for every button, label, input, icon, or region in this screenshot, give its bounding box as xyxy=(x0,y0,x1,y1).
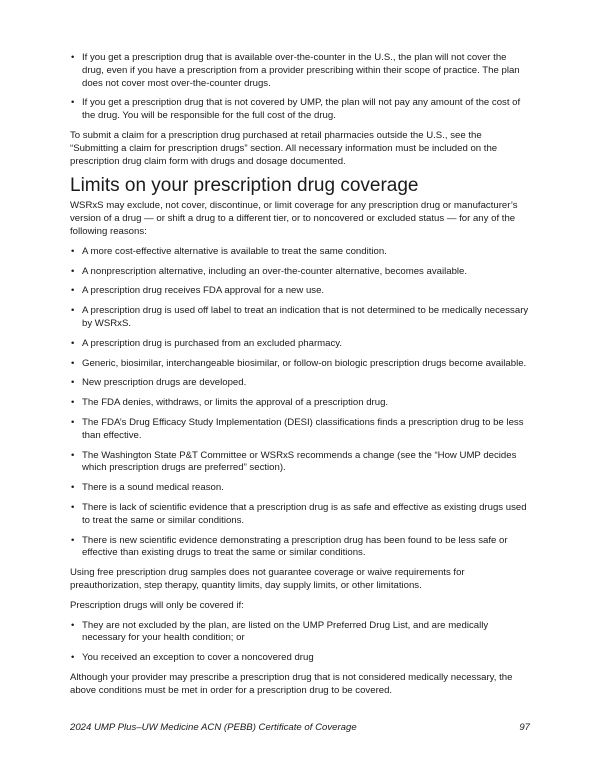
page-number: 97 xyxy=(519,722,530,733)
list-item: • The Washington State P&T Committee or WSRxS recommends a change (see the “How UMP decides which prescription drugs are preferred” section). xyxy=(70,450,530,476)
list-item: • The FDA denies, withdraws, or limits the approval of a prescription drug. xyxy=(70,397,530,410)
list-item: • Generic, biosimilar, interchangeable biosimilar, or follow-on biologic prescription drugs become available. xyxy=(70,358,530,371)
list-item: • A more cost-effective alternative is available to treat the same condition. xyxy=(70,246,530,259)
reasons-list xyxy=(70,246,530,560)
covered-if-paragraph: Prescription drugs will only be covered if: xyxy=(70,599,244,611)
list-item: • A prescription drug receives FDA approval for a new use. xyxy=(70,285,530,298)
samples-paragraph: Using free prescription drug samples does not guarantee coverage or waive requirements for preauthorization, step therapy, quantity limits, day supply limits, or other limitations. xyxy=(70,567,465,591)
document-body xyxy=(70,52,530,704)
covered-conditions-list xyxy=(70,620,530,665)
list-item: • A prescription drug is purchased from an excluded pharmacy. xyxy=(70,338,530,351)
list-item: • A prescription drug is used off label to treat an indication that is not determined to be medically necessary by WSRxS. xyxy=(70,305,530,331)
list-item: • If you get a prescription drug that is available over-the-counter in the U.S., the plan will not cover the drug, even if you have a prescription from a provider prescribing within their scope of practice. The plan does not cover most over-the-counter drugs. xyxy=(70,52,530,90)
section-heading: Limits on your prescription drug coverage xyxy=(70,175,419,197)
list-item: • They are not excluded by the plan, are listed on the UMP Preferred Drug List, and are medically necessary for your health condition; or xyxy=(70,620,530,646)
intro-paragraph: WSRxS may exclude, not cover, discontinue, or limit coverage for any prescription drug or manufacturer’s version of a drug — or shift a drug to a different tier, or to noncovered or excluded status — for any of the following reasons: xyxy=(70,200,518,237)
list-item: • New prescription drugs are developed. xyxy=(70,377,530,390)
claim-paragraph: To submit a claim for a prescription drug purchased at retail pharmacies outside the U.S., see the “Submitting a claim for prescription drugs” section. All necessary information must be included on the prescription drug claim form with drugs and dosage documented. xyxy=(70,129,498,167)
list-item: • You received an exception to cover a noncovered drug xyxy=(70,652,530,665)
page-footer xyxy=(70,722,530,733)
footer-title: 2024 UMP Plus–UW Medicine ACN (PEBB) Certificate of Coverage xyxy=(70,722,357,733)
list-item: • There is a sound medical reason. xyxy=(70,482,530,495)
top-bullet-list xyxy=(70,52,530,123)
list-item: • There is new scientific evidence demonstrating a prescription drug has been found to be less safe or effective than existing drugs to treat the same or similar conditions. xyxy=(70,535,530,561)
list-item: • The FDA’s Drug Efficacy Study Implementation (DESI) classifications finds a prescription drug to be less than effective. xyxy=(70,417,530,443)
list-item: • A nonprescription alternative, including an over-the-counter alternative, becomes available. xyxy=(70,266,530,279)
list-item: • If you get a prescription drug that is not covered by UMP, the plan will not pay any amount of the cost of the drug. You will be responsible for the full cost of the drug. xyxy=(70,97,530,123)
list-item: • There is lack of scientific evidence that a prescription drug is as safe and effective as existing drugs used to treat the same or similar conditions. xyxy=(70,502,530,528)
closing-paragraph: Although your provider may prescribe a prescription drug that is not considered medically necessary, the above conditions must be met in order for a prescription drug to be covered. xyxy=(70,671,513,696)
